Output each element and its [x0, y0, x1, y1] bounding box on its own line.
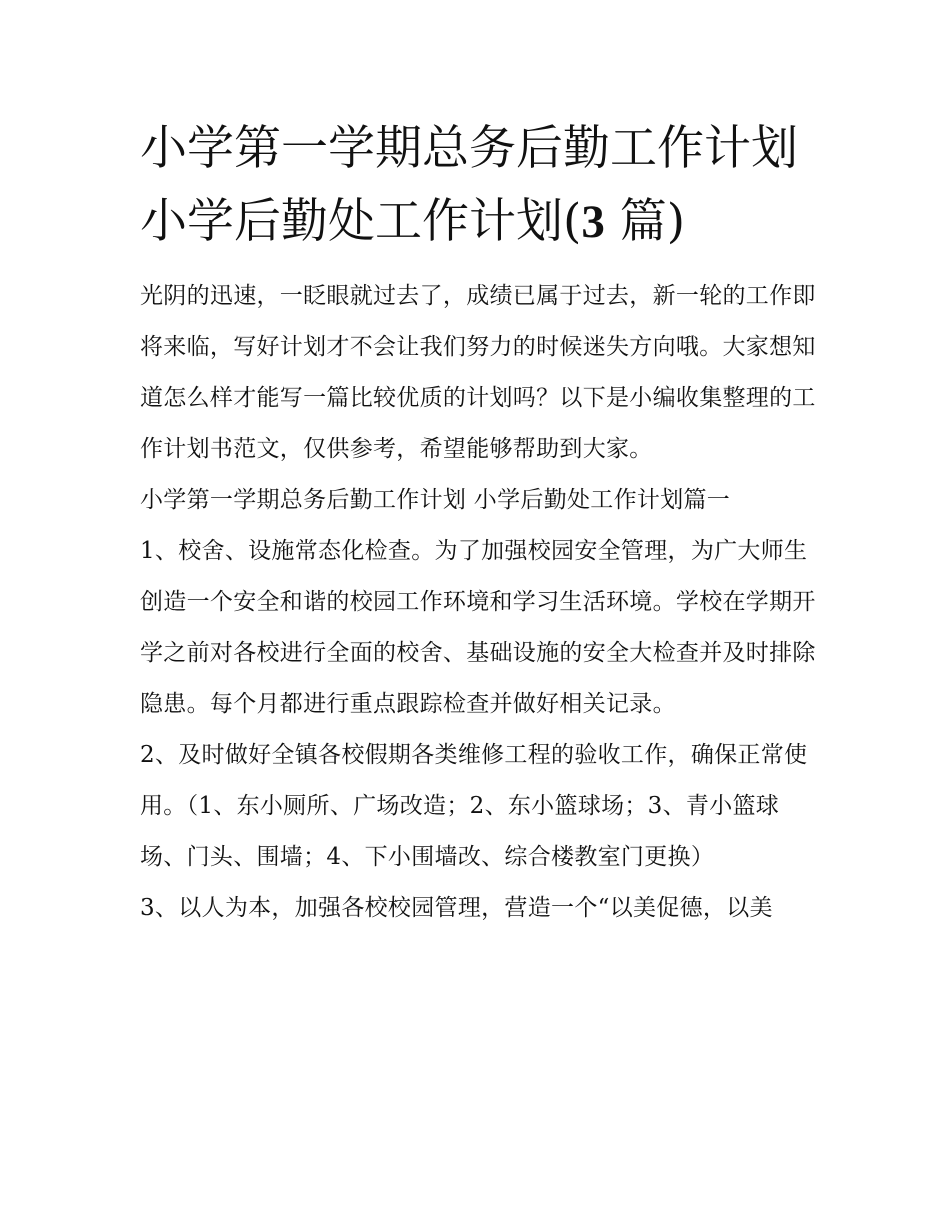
title-text-part2: 篇) [604, 194, 686, 249]
intro-paragraph: 光阴的迅速，一眨眼就过去了，成绩已属于过去，新一轮的工作即将来临，写好计划才不会让我们努力的时候迷失方向哦。大家想知道怎么样才能写一篇比较优质的计划吗？以下是小编收集整理的工作计划书范文，仅供参考，希望能够帮助到大家。 [140, 283, 816, 462]
title-number: 3 [581, 196, 605, 248]
item-2-paragraph: 2、及时做好全镇各校假期各类维修工程的验收工作，确保正常使用。（1、东小厕所、广场改造；2、东小篮球场；3、青小篮球场、门头、围墙；4、下小围墙改、综合楼教室门更换） [140, 742, 808, 870]
section-heading: 小学第一学期总务后勤工作计划 小学后勤处工作计划篇一 [140, 487, 731, 513]
title-text-part1: 小学第一学期总务后勤工作计划 小学后勤处工作计划( [140, 121, 798, 249]
item-1-paragraph: 1、校舍、设施常态化检查。为了加强校园安全管理，为广大师生创造一个安全和谐的校园工作环境和学习生活环境。学校在学期开学之前对各校进行全面的校舍、基础设施的安全大检查并及时排除隐患。每个月都进行重点跟踪检查并做好相关记录。 [140, 538, 816, 717]
item-3-paragraph: 3、以人为本，加强各校校园管理，营造一个“以美促德，以美 [140, 895, 773, 921]
document-page [140, 112, 816, 934]
document-body [140, 271, 816, 934]
document-title [140, 112, 816, 259]
